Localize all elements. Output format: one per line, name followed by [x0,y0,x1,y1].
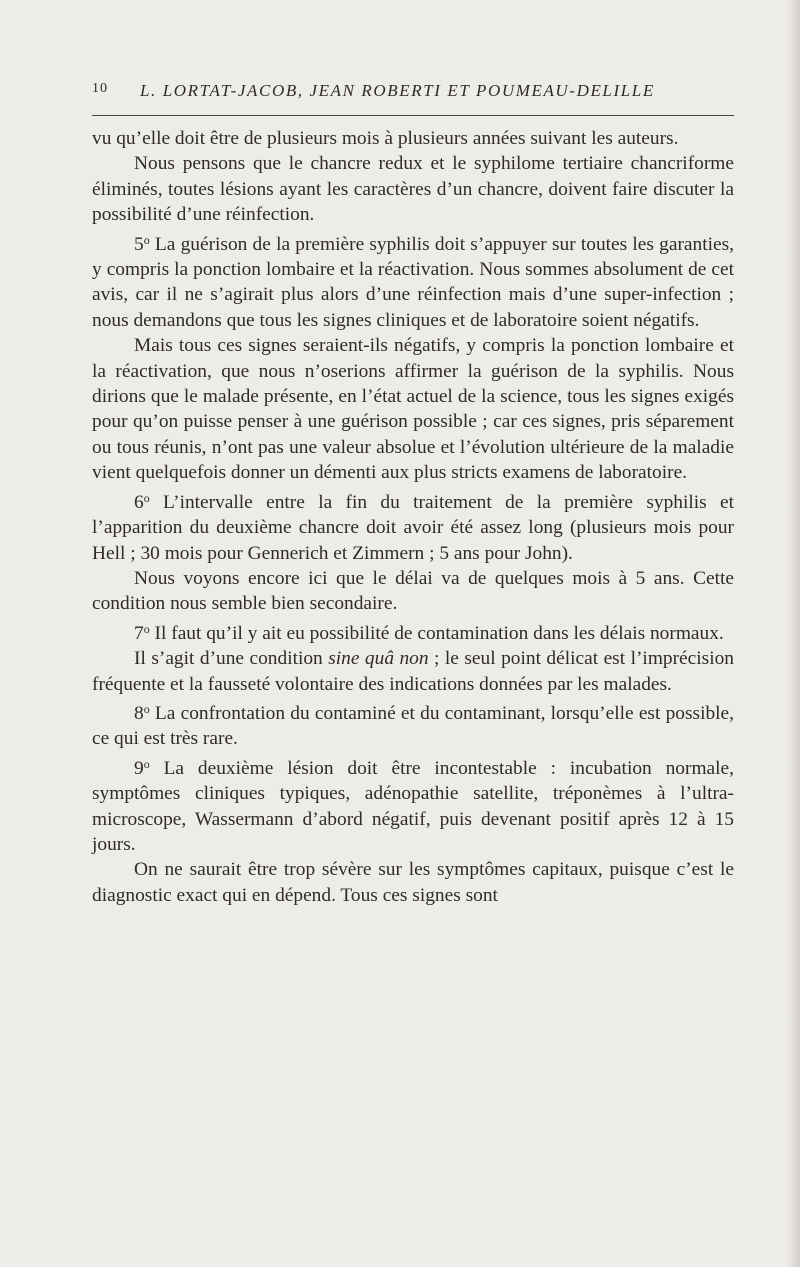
ordinal-mark: o [143,232,150,247]
item-number: 9 [134,757,144,779]
item-number: 6 [134,491,144,513]
numbered-paragraph: 7$^o$ Il faut qu’il y ait eu possibilité de contamination dans les délais normaux. [134,621,724,644]
item-number: 5 [134,233,144,255]
item-number: 7 [134,622,144,644]
ordinal-mark: o [143,701,150,716]
paragraph: vu qu’elle doit être de plusieurs mois à plusieurs années suivant les auteurs. [92,128,679,149]
header-rule [92,115,734,116]
paragraph: Mais tous ces signes seraient-ils négatifs, y compris la ponction lombaire et la réactivation, que nous n’oserions affirmer la guérison de la syphilis. Nous dirions que le malade présente, en l’état actuel de la science, tous les signes exigés pour qu’on puisse penser à une guérison possible ; car ces signes, pris séparement ou tous réunis, n’ont pas une valeur absolue et l’évolution ultérieure de la maladie vient quelquefois donner un démenti aux plus stricts examens de laboratoire. [92,335,734,484]
page-edge-shadow [786,0,800,1267]
body-text [92,126,734,908]
running-title: L. LORTAT-JACOB, JEAN ROBERTI ET POUMEAU-DELILLE [140,81,655,100]
numbered-paragraph: 9$^o$ La deuxième lésion doit être incontestable : incubation normale, symptômes cliniques typiques, adénopathie satellite, tréponèmes à l’ultra-microscope, Wassermann d’abord négatif, puis devenant positif après 12 à 15 jours. [92,756,734,855]
numbered-paragraph: 5$^o$ La guérison de la première syphilis doit s’appuyer sur toutes les garanties, y compris la ponction lombaire et la réactivation. Nous sommes absolument de cet avis, car il ne s’agirait plus alors d’une réinfection mais d’une super-infection ; nous demandons que tous les signes cliniques et de laboratoire soient négatifs. [92,232,734,331]
latin-phrase: sine quâ non [328,648,429,670]
running-header [92,81,734,107]
ordinal-mark: o [143,756,150,771]
item-number: 8 [134,702,144,724]
ordinal-mark: o [143,621,150,636]
paragraph: Nous pensons que le chancre redux et le syphilome tertiaire chancriforme éliminés, toutes lésions ayant les caractères d’un chancre, doivent faire discuter la possibilité d’une réinfection. [92,153,734,226]
page-number: 10 [92,81,108,96]
paragraph: Il s’agit d’une condition sine quâ non ; le seul point délicat est l’imprécision fréquente et la fausseté volontaire des indications données par les malades. [92,648,734,695]
paragraph: On ne saurait être trop sévère sur les symptômes capitaux, puisque c’est le diagnostic exact qui en dépend. Tous ces signes sont [92,859,734,906]
numbered-paragraph: 8$^o$ La confrontation du contaminé et du contaminant, lorsqu’elle est possible, ce qui est très rare. [92,701,734,750]
paragraph: Nous voyons encore ici que le délai va de quelques mois à 5 ans. Cette condition nous semble bien secondaire. [92,567,734,615]
numbered-paragraph: 6$^o$ L’intervalle entre la fin du traitement de la première syphilis et l’apparition du deuxième chancre doit avoir été assez long (plusieurs mois pour Hell ; 30 mois pour Gennerich et Zimmern ; 5 ans pour John). [92,490,734,564]
ordinal-mark: o [143,490,150,505]
